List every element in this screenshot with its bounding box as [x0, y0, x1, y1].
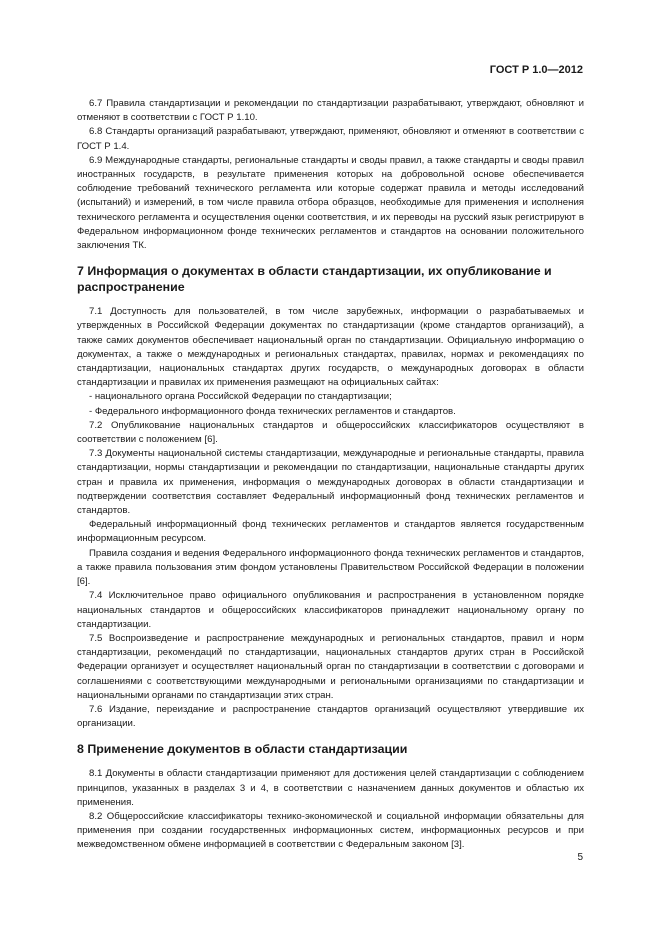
section-8-heading: 8 Применение документов в области стандартизации: [77, 742, 408, 757]
paragraph-7-5: 7.5 Воспроизведение и распространение международных и региональных стандартов, правил и норм стандартизации, рекомендаций по стандартизации, национальных стандартов других стран в Российской Федерации организует и осуществляет национальный орган по стандартизации в соответствии с договорами и соглашениями с соответствующими международными и региональными организациями по стандартизации и национальными органами по стандартизации этих стран.: [77, 632, 584, 701]
paragraph-7-1: 7.1 Доступность для пользователей, в том числе зарубежных, информации о разрабатываемых и утвержденных в Российской Федерации документах по стандартизации (кроме стандартов организаций), а также самих документов обеспечивает национальный орган по стандартизации. Официальную информацию о документах, а также о международных и региональных стандартах, правилах, нормах и рекомендациях по стандартизации, национальных стандартах других государств, о международных договорах в области стандартизации и правилах их применения размещают на официальных сайтах:: [77, 306, 584, 389]
paragraph-7-2: 7.2 Опубликование национальных стандартов и общероссийских классификаторов осуществляют в соответствии с положением [6].: [77, 419, 584, 446]
page-number: 5: [577, 852, 583, 863]
paragraph-6-9: 6.9 Международные стандарты, региональные стандарты и своды правил, а также стандарты и своды правил иностранных государств, в результате применения которых на добровольной основе обеспечивается соблюдение требований технического регламента или которые содержат правила и методы исследований (испытаний) и измерений, в том числе правила отбора образцов, необходимые для применения и исполнения технического регламента и осуществления оценки соответствия, и их переводы на русский язык регистрируют в Федеральном информационном фонде технических регламентов и стандартов на основании положительного заключения ТК.: [77, 154, 584, 252]
paragraph-7-6: 7.6 Издание, переиздание и распространение стандартов организаций осуществляют утвердившие их организации.: [77, 703, 584, 730]
paragraph-7-3-fund: Федеральный информационный фонд технических регламентов и стандартов является государственным информационным ресурсом.: [77, 519, 584, 545]
section7-body: [77, 305, 584, 731]
paragraph-6-7: 6.7 Правила стандартизации и рекомендации по стандартизации разрабатывают, утверждают, обновляют и отменяют в соответствии с ГОСТ Р 1.10.: [77, 98, 584, 124]
paragraph-7-4: 7.4 Исключительное право официального опубликования и распространения в установленном порядке национальных стандартов и общероссийских классификаторов принадлежит национальному органу по стандартизации.: [77, 590, 584, 630]
paragraph-8-2: 8.2 Общероссийские классификаторы технико-экономической и социальной информации обязательны для применения при создании государственных информационных систем, информационных ресурсов и при межведомственном обмене информацией в соответствии с Федеральным законом [3].: [77, 810, 584, 851]
section-7-heading: 7 Информация о документах в области стандартизации, их опубликование и распространение: [77, 264, 552, 295]
section6-tail: [77, 97, 584, 253]
page-content: [77, 97, 584, 853]
paragraph-6-8: 6.8 Стандарты организаций разрабатывают, утверждают, применяют, обновляют и отменяют в соответствии с ГОСТ Р 1.4.: [77, 126, 584, 152]
section8-body: [77, 767, 584, 852]
paragraph-8-1: 8.1 Документы в области стандартизации применяют для достижения целей стандартизации с соблюдением принципов, указанных в разделах 3 и 4, в соответствии с назначением данных документов и областью их применения.: [77, 768, 584, 808]
paragraph-7-3-rules: Правила создания и ведения Федерального информационного фонда технических регламентов и стандартов, а также правила пользования этим фондом установлены Правительством Российской Федерации в положении [6].: [77, 547, 584, 588]
list-item: - Федерального информационного фонда технических регламентов и стандартов.: [89, 405, 456, 417]
list-item: - национального органа Российской Федерации по стандартизации;: [89, 391, 392, 403]
document-code-header: ГОСТ Р 1.0—2012: [489, 64, 583, 76]
paragraph-7-3: 7.3 Документы национальной системы стандартизации, международные и региональные стандарты, правила стандартизации, нормы стандартизации и рекомендации по стандартизации, национальные стандарты других стран и правила их применения, информация о международных договорах в области стандартизации и подтверждении соответствия составляет Федеральный информационный фонд технических регламентов и стандартов.: [77, 448, 584, 517]
